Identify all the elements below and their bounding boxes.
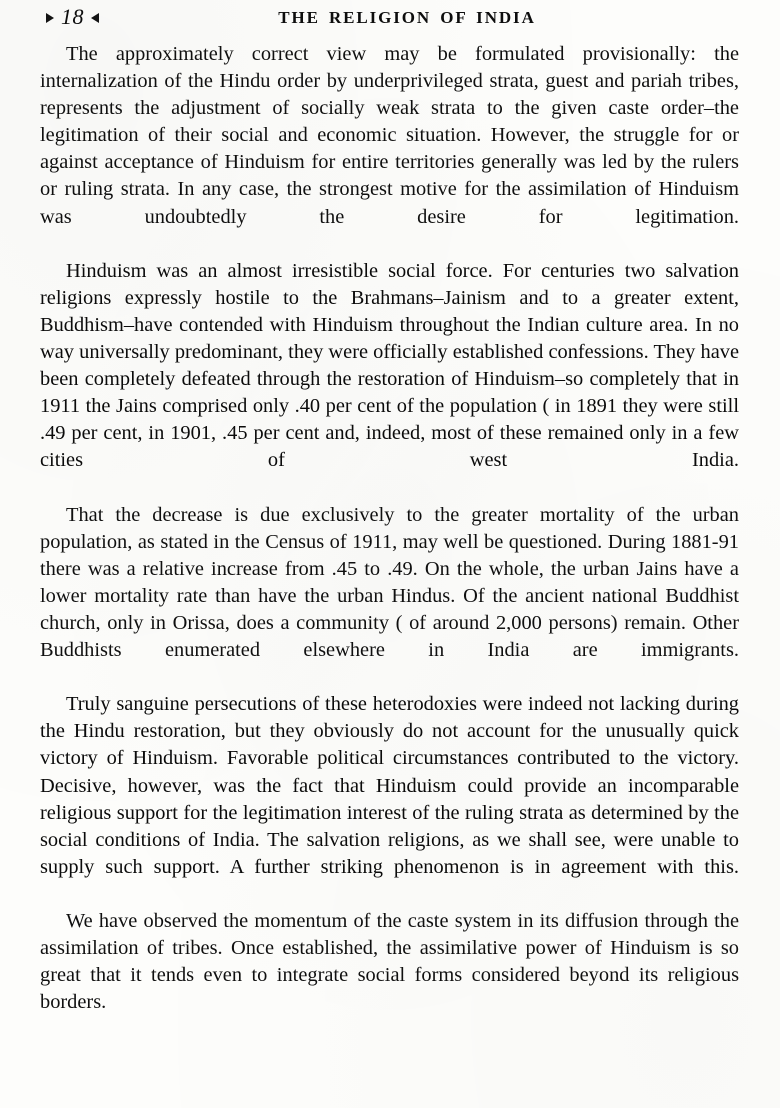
running-head [40, 6, 738, 32]
page-number: 18 [61, 4, 84, 29]
paragraph: We have observed the momentum of the caste system in its diffusion through the assimilation of tribes. Once established, the assimilative power of Hinduism is so great that it tends even to integrate social forms considered beyond its religious borders. [40, 910, 739, 1014]
body-text [40, 41, 739, 1043]
running-head-title: THE RELIGION OF INDIA [278, 8, 536, 27]
paragraph: The approximately correct view may be formulated provisionally: the internalization of the Hindu order by underprivileged strata, guest and pariah tribes, represents the adjustment of socially weak strata to the given caste order–the legitimation of their social and economic situation. However, the struggle for or against acceptance of Hinduism for entire territories generally was led by the rulers or ruling strata. In any case, the strongest motive for the assimilation of Hinduism was undoubtedly the desire for legitimation. [40, 43, 739, 228]
paragraph: Truly sanguine persecutions of these heterodoxies were indeed not lacking during the Hindu restoration, but they obviously do not account for the unusually quick victory of Hinduism. Favorable political circumstances contributed to the victory. Decisive, however, was the fact that Hinduism could provide an incomparable religious support for the legitimation interest of the ruling strata as determined by the social conditions of India. The salvation religions, as we shall see, were unable to supply such support. A further striking phenomenon is in agreement with this. [40, 693, 739, 878]
paragraph: Hinduism was an almost irresistible social force. For centuries two salvation religions expressly hostile to the Brahmans–Jainism and to a greater extent, Buddhism–have contended with Hinduism throughout the Indian culture area. In no way universally predominant, they were officially established confessions. They have been completely defeated through the restoration of Hinduism–so completely that in 1911 the Jains comprised only .40 per cent of the population ( in 1891 they were still .49 per cent, in 1901, .45 per cent and, indeed, most of these remained only in a few cities of west India. [40, 259, 739, 472]
paragraph: That the decrease is due exclusively to the greater mortality of the urban population, as stated in the Census of 1911, may well be questioned. During 1881-91 there was a relative increase from .45 to .49. On the whole, the urban Jains have a lower mortality rate than have the urban Hindus. Of the ancient national Buddhist church, only in Orissa, does a community ( of around 2,000 persons) remain. Other Buddhists enumerated elsewhere in India are immigrants. [40, 503, 739, 662]
